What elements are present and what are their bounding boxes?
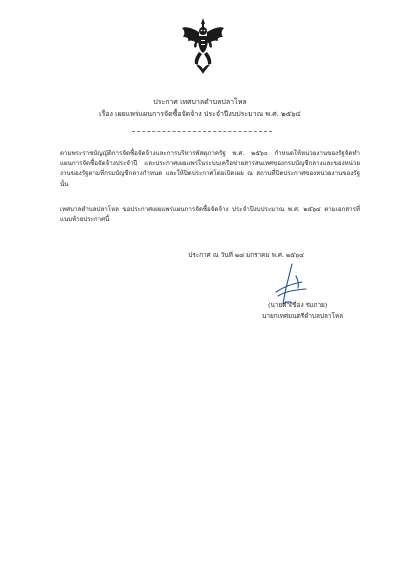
body-paragraph-1: ตามพระราชบัญญัติการจัดซื้อจัดจ้างและการบริหารพัสดุภาครัฐ พ.ศ. ๒๕๖๐ กำหนดให้หน่วยงานของรัฐจัดทำแผนการจัดซื้อจัดจ้างประจำปี และประกาศเผยแพร่ในระบบเครือข่ายสารสนเทศของกรมบัญชีกลางและของหน่วยงานของรัฐตามที่กรมบัญชีกลางกำหนด และให้ปิดประกาศโดยเปิดเผย ณ สถานที่ปิดประกาศของหน่วยงานของรัฐ นั้น [60,150,360,188]
signer-title: นายกเทศมนตรีตำบลปลาโหล [262,312,344,320]
announcement-subject: เรื่อง เผยแพร่แผนการจัดซื้อจัดจ้าง ประจำปีงบประมาณ พ.ศ. ๒๕๖๔ [99,110,301,118]
signer-name: (นายคำเขื่อง ร่มภาย) [268,301,328,309]
announcement-date: ประกาศ ณ วันที่ ๒๘ มกราคม พ.ศ. ๒๕๖๔ [188,251,304,259]
announcement-title: ประกาศ เทศบาลตำบลปลาโหล [153,98,247,106]
body-paragraph-2: เทศบาลตำบลปลาโหล ขอประกาศเผยแพร่แผนการจัดซื้อจัดจ้าง ประจำปีงบประมาณ พ.ศ. ๒๕๖๔ ตามเอกสารที่แนบท้ายประกาศนี้ [60,206,360,224]
garuda-emblem-icon [182,18,224,74]
divider-line [132,131,272,132]
